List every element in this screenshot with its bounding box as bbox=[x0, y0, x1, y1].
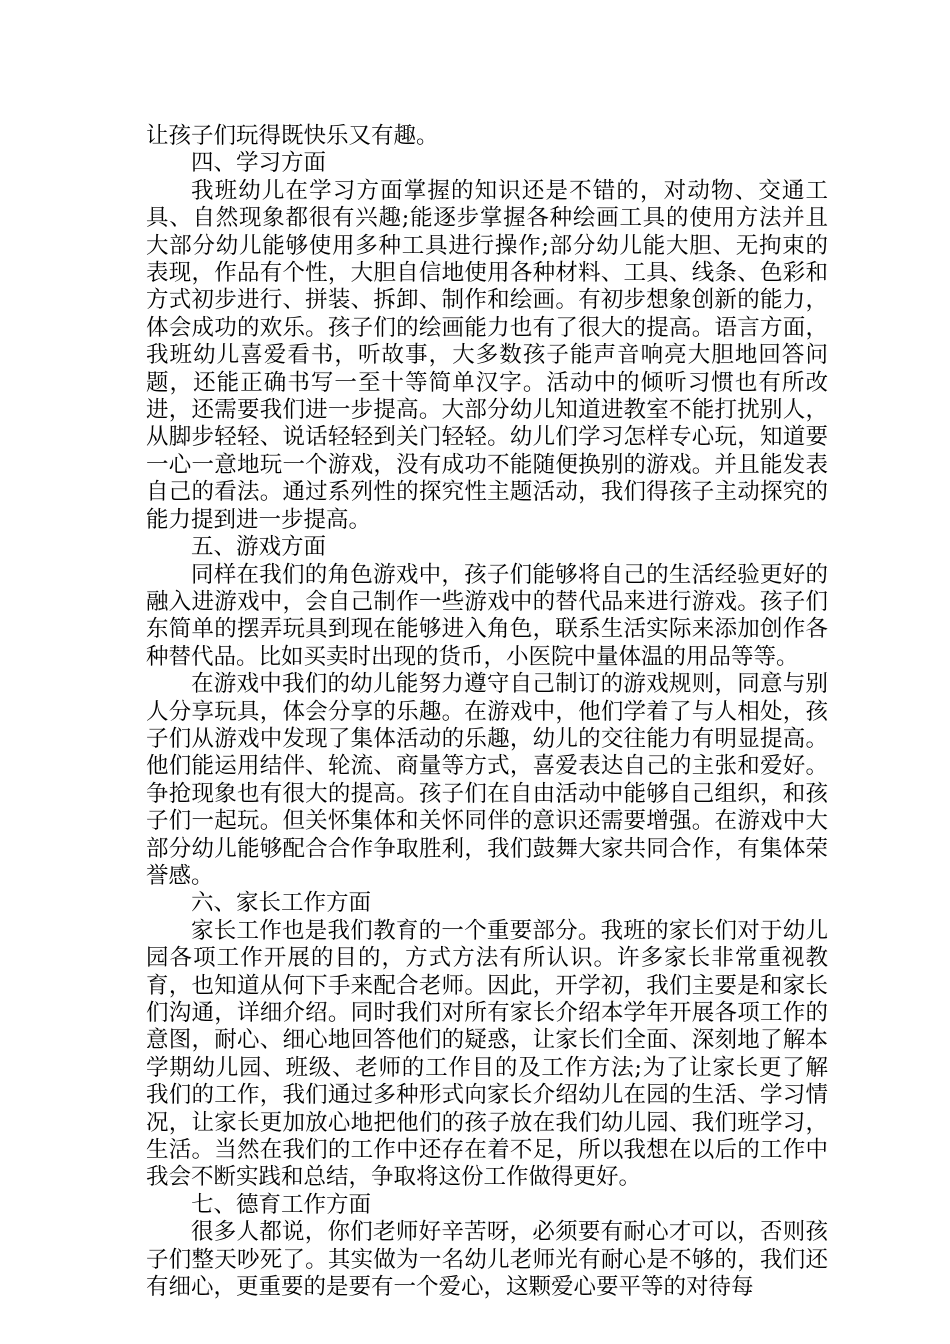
section-heading-moral: 七、德育工作方面 bbox=[191, 1191, 372, 1218]
section-heading-parents: 六、家长工作方面 bbox=[191, 890, 372, 917]
paragraph-study: 我班幼儿在学习方面掌握的知识还是不错的，对动物、交通工具、自然现象都很有兴趣;能逐步掌握各种绘画工具的使用方法并且大部分幼儿能够使用多种工具进行操作;部分幼儿能大胆、无拘束的表现，作品有个性，大胆自信地使用各种材料、工具、线条、色彩和方式初步进行、拼装、拆卸、制作和绘画。有初步想象创新的能力，体会成功的欢乐。孩子们的绘画能力也有了很大的提高。语言方面，我班幼儿喜爱看书，听故事，大多数孩子能声音响亮大胆地回答问题，还能正确书写一至十等简单汉字。活动中的倾听习惯也有所改进，还需要我们进一步提高。大部分幼儿知道进教室不能打扰别人，从脚步轻轻、说话轻轻到关门轻轻。幼儿们学习怎样专心玩，知道要一心一意地玩一个游戏，没有成功不能随便换别的游戏。并且能发表自己的看法。通过系列性的探究性主题活动，我们得孩子主动探究的能力提到进一步提高。 bbox=[146, 177, 828, 533]
paragraph-games-2: 在游戏中我们的幼儿能努力遵守自己制订的游戏规则，同意与别人分享玩具，体会分享的乐趣。在游戏中，他们学着了与人相处，孩子们从游戏中发现了集体活动的乐趣，幼儿的交往能力有明显提高。他们能运用结伴、轮流、商量等方式，喜爱表达自己的主张和爱好。争抢现象也有很大的提高。孩子们在自由活动中能够自己组织，和孩子们一起玩。但关怀集体和关怀同伴的意识还需要增强。在游戏中大部分幼儿能够配合合作争取胜利，我们鼓舞大家共同合作，有集体荣誉感。 bbox=[146, 671, 828, 889]
section-heading-study: 四、学习方面 bbox=[191, 150, 327, 177]
document-page bbox=[146, 123, 828, 1301]
paragraph-games-1: 同样在我们的角色游戏中，孩子们能够将自己的生活经验更好的融入进游戏中，会自己制作一些游戏中的替代品来进行游戏。孩子们东简单的摆弄玩具到现在能够进入角色，联系生活实际来添加创作各种替代品。比如买卖时出现的货币，小医院中量体温的用品等等。 bbox=[146, 561, 828, 670]
paragraph-parents: 家长工作也是我们教育的一个重要部分。我班的家长们对于幼儿园各项工作开展的目的，方式方法有所认识。许多家长非常重视教育，也知道从何下手来配合老师。因此，开学初，我们主要是和家长们沟通，详细介绍。同时我们对所有家长介绍本学年开展各项工作的意图，耐心、细心地回答他们的疑惑，让家长们全面、深刻地了解本学期幼儿园、班级、老师的工作目的及工作方法;为了让家长更了解我们的工作，我们通过多种形式向家长介绍幼儿在园的生活、学习情况，让家长更加放心地把他们的孩子放在我们幼儿园、我们班学习，生活。当然在我们的工作中还存在着不足，所以我想在以后的工作中我会不断实践和总结，争取将这份工作做得更好。 bbox=[146, 917, 828, 1191]
paragraph-continuation: 让孩子们玩得既快乐又有趣。 bbox=[146, 123, 439, 149]
paragraph-moral: 很多人都说，你们老师好辛苦呀，必须要有耐心才可以，否则孩子们整天吵死了。其实做为一名幼儿老师光有耐心是不够的，我们还有细心，更重要的是要有一个爱心，这颗爱心要平等的对待每 bbox=[146, 1219, 828, 1301]
section-heading-games: 五、游戏方面 bbox=[191, 534, 327, 561]
